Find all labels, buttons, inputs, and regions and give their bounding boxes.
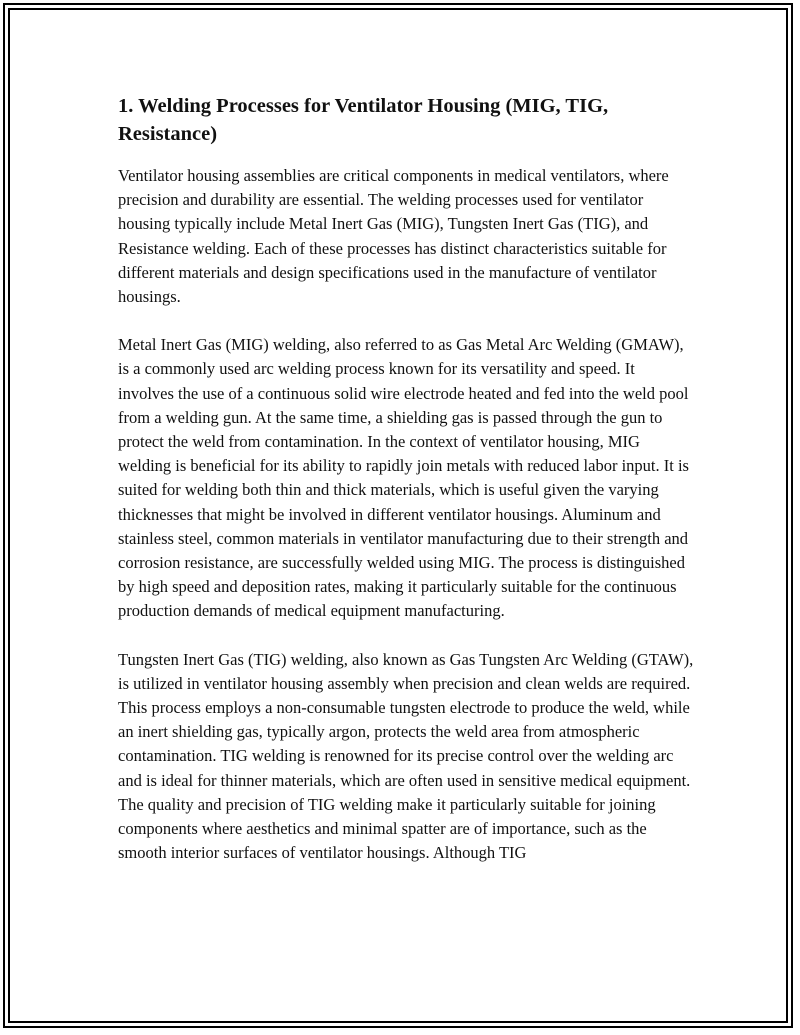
mig-paragraph: Metal Inert Gas (MIG) welding, also referred to as Gas Metal Arc Welding (GMAW), is a commonly used arc welding process known for its versatility and speed. It involves the use of a continuous solid wire electrode heated and fed into the weld pool from a welding gun. At the same time, a shielding gas is passed through the gun to protect the weld from contamination. In the context of ventilator housing, MIG welding is beneficial for its ability to rapidly join metals with reduced labor input. It is suited for welding both thin and thick materials, which is useful given the varying thicknesses that might be involved in different ventilator housings. Aluminum and stainless steel, common materials in ventilator manufacturing due to their strength and corrosion resistance, are successfully welded using MIG. The process is distinguished by high speed and deposition rates, making it particularly suitable for the continuous production demands of medical equipment manufacturing. [118,335,689,621]
section-heading: 1. Welding Processes for Ventilator Housing (MIG, TIG, Resistance) [118,95,609,145]
intro-paragraph: Ventilator housing assemblies are critical components in medical ventilators, where precision and durability are essential. The welding processes used for ventilator housing typically include Metal Inert Gas (MIG), Tungsten Inert Gas (TIG), and Resistance welding. Each of these processes has distinct characteristics suitable for different materials and design specifications used in the manufacture of ventilator housings. [118,166,669,307]
document-body [118,92,694,889]
tig-paragraph: Tungsten Inert Gas (TIG) welding, also known as Gas Tungsten Arc Welding (GTAW), is utilized in ventilator housing assembly when precision and clean welds are required. This process employs a non-consumable tungsten electrode to produce the weld, while an inert shielding gas, typically argon, protects the weld area from atmospheric contamination. TIG welding is renowned for its precise control over the welding arc and is ideal for thinner materials, which are often used in sensitive medical equipment. The quality and precision of TIG welding make it particularly suitable for joining components where aesthetics and minimal spatter are of importance, such as the smooth interior surfaces of ventilator housings. Although TIG [118,649,694,863]
